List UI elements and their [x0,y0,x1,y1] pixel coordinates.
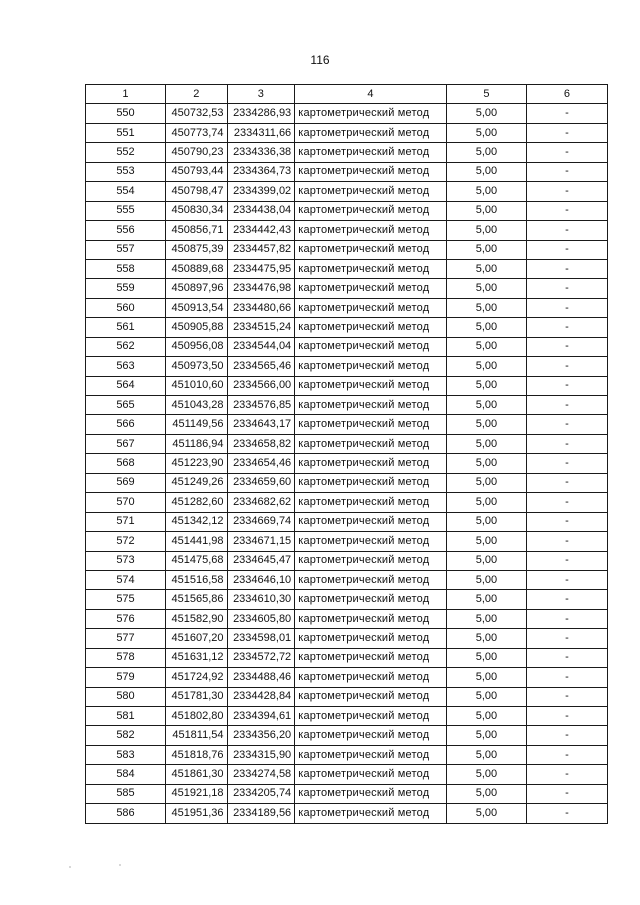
column-header: 4 [295,85,447,104]
accuracy-cell: 5,00 [446,765,526,784]
x-coordinate-cell: 450830,34 [165,201,227,220]
table-row [86,493,608,512]
point-number-cell: 583 [86,745,166,764]
accuracy-cell: 5,00 [446,707,526,726]
method-cell: картометрический метод [295,454,447,473]
note-cell: - [526,240,607,259]
y-coordinate-cell: 2334457,82 [227,240,295,259]
table-row [86,376,608,395]
accuracy-cell: 5,00 [446,512,526,531]
point-number-cell: 559 [86,279,166,298]
table-row [86,221,608,240]
point-number-cell: 586 [86,804,166,823]
method-cell: картометрический метод [295,765,447,784]
note-cell: - [526,590,607,609]
y-coordinate-cell: 2334671,15 [227,532,295,551]
accuracy-cell: 5,00 [446,473,526,492]
point-number-cell: 552 [86,143,166,162]
column-header: 3 [227,85,295,104]
note-cell: - [526,162,607,181]
method-cell: картометрический метод [295,357,447,376]
x-coordinate-cell: 451149,56 [165,415,227,434]
method-cell: картометрический метод [295,259,447,278]
method-cell: картометрический метод [295,707,447,726]
accuracy-cell: 5,00 [446,396,526,415]
method-cell: картометрический метод [295,804,447,823]
note-cell: - [526,337,607,356]
accuracy-cell: 5,00 [446,570,526,589]
note-cell: - [526,279,607,298]
method-cell: картометрический метод [295,493,447,512]
accuracy-cell: 5,00 [446,357,526,376]
x-coordinate-cell: 451631,12 [165,648,227,667]
y-coordinate-cell: 2334315,90 [227,745,295,764]
table-row [86,668,608,687]
y-coordinate-cell: 2334565,46 [227,357,295,376]
table-row [86,182,608,201]
y-coordinate-cell: 2334669,74 [227,512,295,531]
accuracy-cell: 5,00 [446,104,526,123]
y-coordinate-cell: 2334189,56 [227,804,295,823]
method-cell: картометрический метод [295,104,447,123]
point-number-cell: 584 [86,765,166,784]
table-row [86,143,608,162]
note-cell: - [526,221,607,240]
y-coordinate-cell: 2334572,72 [227,648,295,667]
table-row [86,687,608,706]
x-coordinate-cell: 451818,76 [165,745,227,764]
note-cell: - [526,745,607,764]
column-header: 5 [446,85,526,104]
accuracy-cell: 5,00 [446,123,526,142]
point-number-cell: 585 [86,784,166,803]
x-coordinate-cell: 451811,54 [165,726,227,745]
table-row [86,570,608,589]
method-cell: картометрический метод [295,182,447,201]
point-number-cell: 563 [86,357,166,376]
accuracy-cell: 5,00 [446,454,526,473]
table-row [86,609,608,628]
method-cell: картометрический метод [295,590,447,609]
method-cell: картометрический метод [295,784,447,803]
x-coordinate-cell: 451861,30 [165,765,227,784]
accuracy-cell: 5,00 [446,745,526,764]
point-number-cell: 560 [86,298,166,317]
note-cell: - [526,648,607,667]
note-cell: - [526,570,607,589]
table-header [86,85,608,104]
y-coordinate-cell: 2334488,46 [227,668,295,687]
point-number-cell: 568 [86,454,166,473]
note-cell: - [526,298,607,317]
note-cell: - [526,434,607,453]
accuracy-cell: 5,00 [446,298,526,317]
method-cell: картометрический метод [295,745,447,764]
x-coordinate-cell: 451342,12 [165,512,227,531]
accuracy-cell: 5,00 [446,804,526,823]
x-coordinate-cell: 451010,60 [165,376,227,395]
x-coordinate-cell: 450798,47 [165,182,227,201]
point-number-cell: 555 [86,201,166,220]
accuracy-cell: 5,00 [446,259,526,278]
method-cell: картометрический метод [295,415,447,434]
table-row [86,454,608,473]
point-number-cell: 569 [86,473,166,492]
note-cell: - [526,512,607,531]
accuracy-cell: 5,00 [446,201,526,220]
x-coordinate-cell: 451607,20 [165,629,227,648]
x-coordinate-cell: 450732,53 [165,104,227,123]
x-coordinate-cell: 451802,80 [165,707,227,726]
accuracy-cell: 5,00 [446,376,526,395]
note-cell: - [526,473,607,492]
point-number-cell: 558 [86,259,166,278]
note-cell: - [526,123,607,142]
y-coordinate-cell: 2334428,84 [227,687,295,706]
note-cell: - [526,629,607,648]
y-coordinate-cell: 2334544,04 [227,337,295,356]
method-cell: картометрический метод [295,279,447,298]
x-coordinate-cell: 450897,96 [165,279,227,298]
note-cell: - [526,707,607,726]
y-coordinate-cell: 2334311,66 [227,123,295,142]
accuracy-cell: 5,00 [446,726,526,745]
table-row [86,318,608,337]
table-row [86,337,608,356]
y-coordinate-cell: 2334205,74 [227,784,295,803]
x-coordinate-cell: 451921,18 [165,784,227,803]
method-cell: картометрический метод [295,337,447,356]
point-number-cell: 582 [86,726,166,745]
x-coordinate-cell: 450913,54 [165,298,227,317]
column-header: 2 [165,85,227,104]
point-number-cell: 564 [86,376,166,395]
method-cell: картометрический метод [295,201,447,220]
accuracy-cell: 5,00 [446,551,526,570]
method-cell: картометрический метод [295,570,447,589]
x-coordinate-cell: 451282,60 [165,493,227,512]
accuracy-cell: 5,00 [446,162,526,181]
y-coordinate-cell: 2334610,30 [227,590,295,609]
y-coordinate-cell: 2334646,10 [227,570,295,589]
y-coordinate-cell: 2334286,93 [227,104,295,123]
point-number-cell: 581 [86,707,166,726]
point-number-cell: 571 [86,512,166,531]
accuracy-cell: 5,00 [446,629,526,648]
column-header: 1 [86,85,166,104]
accuracy-cell: 5,00 [446,590,526,609]
note-cell: - [526,454,607,473]
x-coordinate-cell: 451565,86 [165,590,227,609]
x-coordinate-cell: 451441,98 [165,532,227,551]
y-coordinate-cell: 2334480,66 [227,298,295,317]
note-cell: - [526,182,607,201]
y-coordinate-cell: 2334274,58 [227,765,295,784]
scan-specks [68,862,128,872]
table-row [86,512,608,531]
point-number-cell: 551 [86,123,166,142]
x-coordinate-cell: 451951,36 [165,804,227,823]
y-coordinate-cell: 2334605,80 [227,609,295,628]
point-number-cell: 565 [86,396,166,415]
note-cell: - [526,726,607,745]
x-coordinate-cell: 451781,30 [165,687,227,706]
method-cell: картометрический метод [295,609,447,628]
table-row [86,298,608,317]
note-cell: - [526,532,607,551]
method-cell: картометрический метод [295,726,447,745]
column-header: 6 [526,85,607,104]
note-cell: - [526,493,607,512]
table-row [86,590,608,609]
x-coordinate-cell: 451582,90 [165,609,227,628]
y-coordinate-cell: 2334598,01 [227,629,295,648]
point-number-cell: 574 [86,570,166,589]
method-cell: картометрический метод [295,396,447,415]
x-coordinate-cell: 450875,39 [165,240,227,259]
y-coordinate-cell: 2334364,73 [227,162,295,181]
accuracy-cell: 5,00 [446,337,526,356]
method-cell: картометрический метод [295,687,447,706]
accuracy-cell: 5,00 [446,609,526,628]
table-row [86,473,608,492]
accuracy-cell: 5,00 [446,687,526,706]
y-coordinate-cell: 2334654,46 [227,454,295,473]
accuracy-cell: 5,00 [446,143,526,162]
table-row [86,279,608,298]
note-cell: - [526,259,607,278]
x-coordinate-cell: 450790,23 [165,143,227,162]
method-cell: картометрический метод [295,143,447,162]
accuracy-cell: 5,00 [446,318,526,337]
note-cell: - [526,357,607,376]
point-number-cell: 573 [86,551,166,570]
note-cell: - [526,804,607,823]
method-cell: картометрический метод [295,298,447,317]
table-body [86,104,608,823]
x-coordinate-cell: 450889,68 [165,259,227,278]
method-cell: картометрический метод [295,512,447,531]
table-row [86,804,608,823]
point-number-cell: 562 [86,337,166,356]
y-coordinate-cell: 2334438,04 [227,201,295,220]
y-coordinate-cell: 2334356,20 [227,726,295,745]
note-cell: - [526,415,607,434]
x-coordinate-cell: 450973,50 [165,357,227,376]
point-number-cell: 578 [86,648,166,667]
accuracy-cell: 5,00 [446,434,526,453]
table-row [86,648,608,667]
x-coordinate-cell: 451043,28 [165,396,227,415]
x-coordinate-cell: 450856,71 [165,221,227,240]
x-coordinate-cell: 450905,88 [165,318,227,337]
method-cell: картометрический метод [295,532,447,551]
accuracy-cell: 5,00 [446,648,526,667]
y-coordinate-cell: 2334394,61 [227,707,295,726]
method-cell: картометрический метод [295,162,447,181]
accuracy-cell: 5,00 [446,240,526,259]
method-cell: картометрический метод [295,629,447,648]
header-row [86,85,608,104]
table-row [86,162,608,181]
method-cell: картометрический метод [295,240,447,259]
point-number-cell: 572 [86,532,166,551]
accuracy-cell: 5,00 [446,784,526,803]
table-row [86,104,608,123]
table-row [86,707,608,726]
table-row [86,629,608,648]
method-cell: картометрический метод [295,376,447,395]
y-coordinate-cell: 2334659,60 [227,473,295,492]
y-coordinate-cell: 2334645,47 [227,551,295,570]
x-coordinate-cell: 451186,94 [165,434,227,453]
x-coordinate-cell: 451223,90 [165,454,227,473]
note-cell: - [526,318,607,337]
y-coordinate-cell: 2334576,85 [227,396,295,415]
table-row [86,434,608,453]
point-number-cell: 554 [86,182,166,201]
coordinates-table [85,84,608,824]
point-number-cell: 576 [86,609,166,628]
method-cell: картометрический метод [295,434,447,453]
note-cell: - [526,104,607,123]
y-coordinate-cell: 2334658,82 [227,434,295,453]
note-cell: - [526,201,607,220]
y-coordinate-cell: 2334476,98 [227,279,295,298]
x-coordinate-cell: 451475,68 [165,551,227,570]
x-coordinate-cell: 450956,08 [165,337,227,356]
note-cell: - [526,784,607,803]
method-cell: картометрический метод [295,318,447,337]
table-row [86,784,608,803]
point-number-cell: 575 [86,590,166,609]
y-coordinate-cell: 2334643,17 [227,415,295,434]
table-row [86,765,608,784]
table-row [86,201,608,220]
point-number-cell: 579 [86,668,166,687]
method-cell: картометрический метод [295,668,447,687]
note-cell: - [526,609,607,628]
y-coordinate-cell: 2334515,24 [227,318,295,337]
method-cell: картометрический метод [295,473,447,492]
accuracy-cell: 5,00 [446,415,526,434]
accuracy-cell: 5,00 [446,532,526,551]
point-number-cell: 577 [86,629,166,648]
point-number-cell: 567 [86,434,166,453]
y-coordinate-cell: 2334682,62 [227,493,295,512]
table-row [86,259,608,278]
note-cell: - [526,376,607,395]
x-coordinate-cell: 450773,74 [165,123,227,142]
accuracy-cell: 5,00 [446,182,526,201]
accuracy-cell: 5,00 [446,279,526,298]
note-cell: - [526,765,607,784]
note-cell: - [526,396,607,415]
page-number: 116 [310,53,330,67]
x-coordinate-cell: 450793,44 [165,162,227,181]
note-cell: - [526,551,607,570]
accuracy-cell: 5,00 [446,668,526,687]
table-row [86,240,608,259]
table-row [86,123,608,142]
point-number-cell: 570 [86,493,166,512]
accuracy-cell: 5,00 [446,221,526,240]
y-coordinate-cell: 2334566,00 [227,376,295,395]
point-number-cell: 561 [86,318,166,337]
method-cell: картометрический метод [295,648,447,667]
y-coordinate-cell: 2334442,43 [227,221,295,240]
point-number-cell: 556 [86,221,166,240]
table-row [86,551,608,570]
accuracy-cell: 5,00 [446,493,526,512]
method-cell: картометрический метод [295,221,447,240]
method-cell: картометрический метод [295,123,447,142]
point-number-cell: 580 [86,687,166,706]
method-cell: картометрический метод [295,551,447,570]
table-row [86,532,608,551]
point-number-cell: 553 [86,162,166,181]
x-coordinate-cell: 451516,58 [165,570,227,589]
y-coordinate-cell: 2334399,02 [227,182,295,201]
y-coordinate-cell: 2334475,95 [227,259,295,278]
note-cell: - [526,668,607,687]
table-row [86,357,608,376]
table-row [86,396,608,415]
point-number-cell: 566 [86,415,166,434]
table-row [86,415,608,434]
table-row [86,726,608,745]
y-coordinate-cell: 2334336,38 [227,143,295,162]
note-cell: - [526,143,607,162]
x-coordinate-cell: 451724,92 [165,668,227,687]
x-coordinate-cell: 451249,26 [165,473,227,492]
point-number-cell: 550 [86,104,166,123]
point-number-cell: 557 [86,240,166,259]
note-cell: - [526,687,607,706]
table-row [86,745,608,764]
